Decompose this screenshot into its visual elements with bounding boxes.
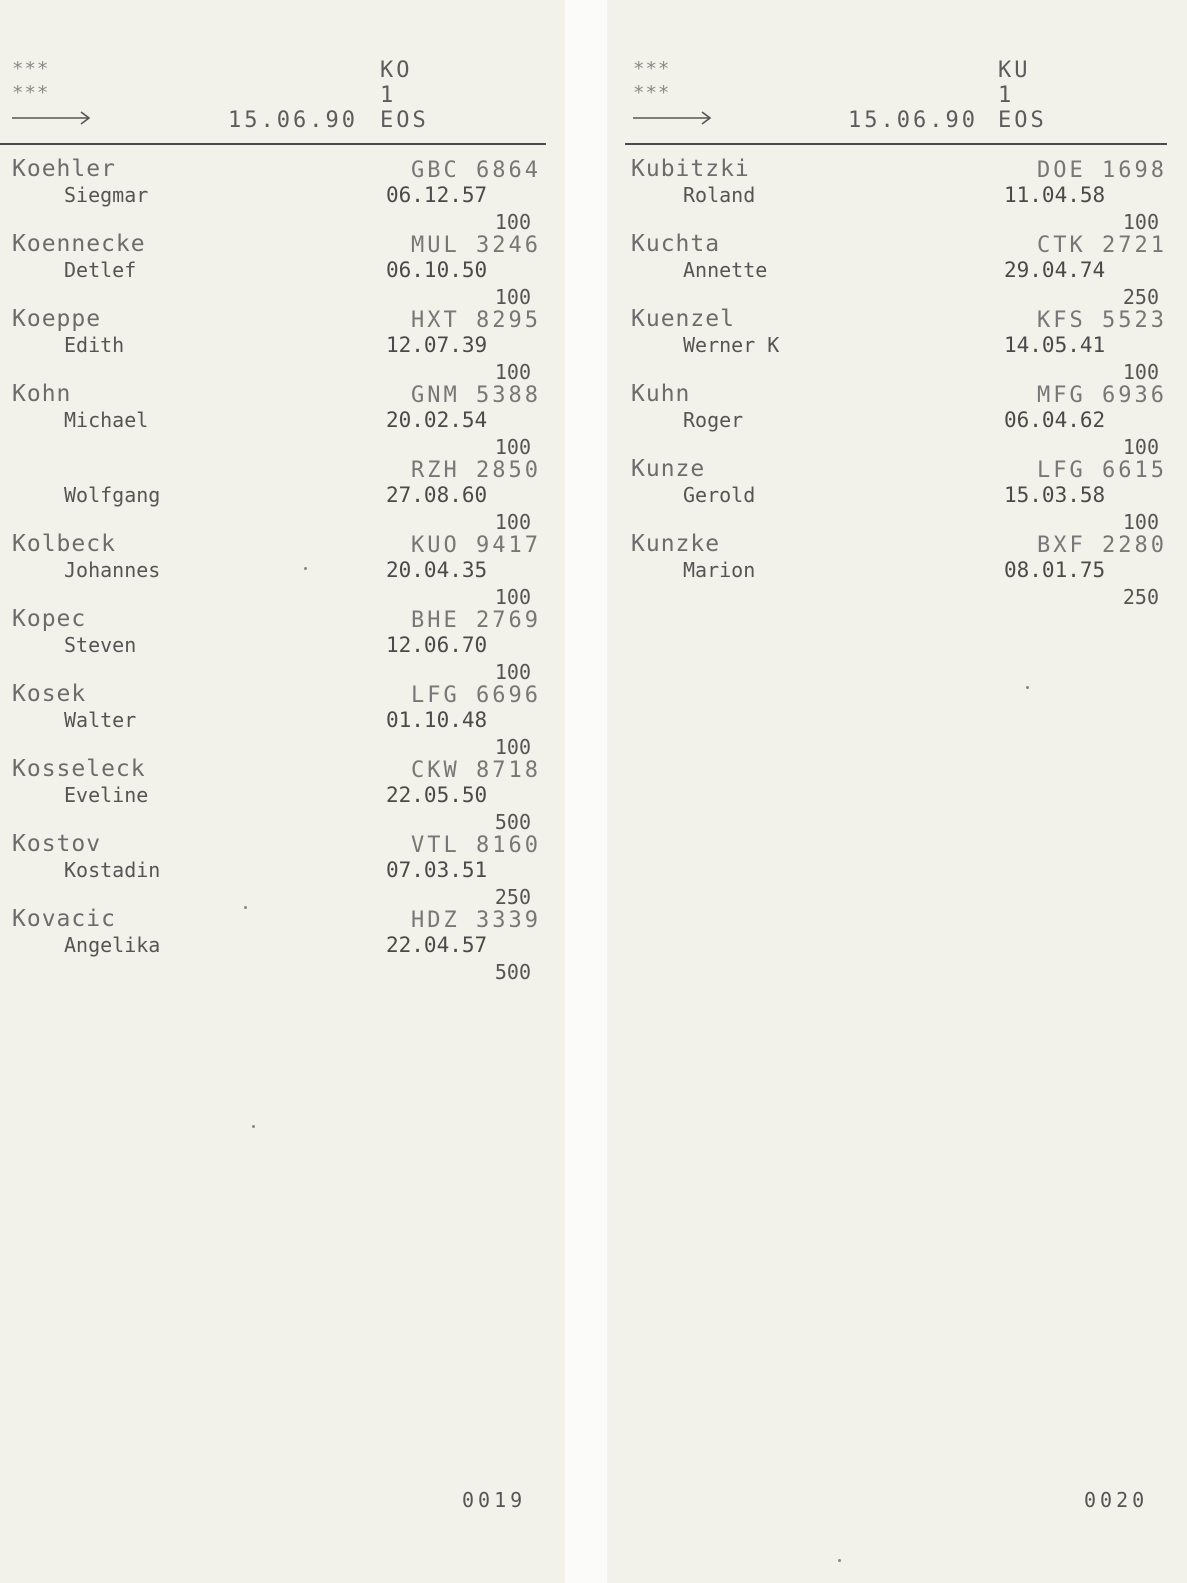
entry-firstname: Wolfgang xyxy=(64,483,161,507)
entry-dob: 29.04.74 xyxy=(1004,258,1106,282)
entry-firstname: Eveline xyxy=(64,783,149,807)
printout-sheet-right xyxy=(607,0,1187,1583)
header-rule xyxy=(625,143,1167,145)
entry-plate: GNM 5388 xyxy=(411,383,541,408)
entry-dob: 06.04.62 xyxy=(1004,408,1106,432)
header-stars-2: *** xyxy=(633,82,671,104)
entry-firstname: Gerold xyxy=(683,483,756,507)
entry-dob: 12.06.70 xyxy=(386,633,488,657)
entry-firstname: Angelika xyxy=(64,933,161,957)
header-stars-1: *** xyxy=(12,58,50,80)
entry-amount: 100 xyxy=(494,510,531,534)
entry-plate: MFG 6936 xyxy=(1037,383,1167,408)
paper-speck xyxy=(838,1559,841,1562)
header-rule xyxy=(0,143,546,145)
entry-plate: KUO 9417 xyxy=(411,533,541,558)
entry-firstname: Siegmar xyxy=(64,183,149,207)
entry-surname: Kostov xyxy=(12,831,102,857)
entry-surname: Koennecke xyxy=(12,231,146,257)
arrow-icon xyxy=(12,108,90,128)
entry-surname: Kuchta xyxy=(631,231,721,257)
page-number: 0019 xyxy=(462,1488,527,1512)
header-code-number: 1 xyxy=(380,83,397,108)
sheet-gap xyxy=(565,0,607,1583)
entry-firstname: Werner K xyxy=(683,333,780,357)
entry-plate: KFS 5523 xyxy=(1037,308,1167,333)
entry-amount: 100 xyxy=(494,360,531,384)
entry-firstname: Michael xyxy=(64,408,149,432)
entry-firstname: Annette xyxy=(683,258,768,282)
entry-amount: 100 xyxy=(494,435,531,459)
entry-surname: Kosek xyxy=(12,681,87,707)
entry-plate: VTL 8160 xyxy=(411,833,541,858)
entry-amount: 500 xyxy=(494,960,531,984)
entry-firstname: Roger xyxy=(683,408,744,432)
entry-amount: 100 xyxy=(1122,510,1159,534)
entry-plate: HXT 8295 xyxy=(411,308,541,333)
entry-dob: 15.03.58 xyxy=(1004,483,1106,507)
entry-dob: 07.03.51 xyxy=(386,858,488,882)
entry-plate: MUL 3246 xyxy=(411,233,541,258)
entry-plate: BXF 2280 xyxy=(1037,533,1167,558)
entry-amount: 100 xyxy=(494,735,531,759)
header-stars-1: *** xyxy=(633,58,671,80)
entry-surname: Koeppe xyxy=(12,306,102,332)
paper-speck xyxy=(1026,686,1029,689)
entry-plate: CKW 8718 xyxy=(411,758,541,783)
header-code-letters: KU xyxy=(998,58,1031,83)
entry-surname: Koehler xyxy=(12,156,116,182)
page-number: 0020 xyxy=(1084,1488,1149,1512)
header-date: 15.06.90 xyxy=(848,108,978,133)
entry-plate: LFG 6696 xyxy=(411,683,541,708)
entry-plate: CTK 2721 xyxy=(1037,233,1167,258)
paper-speck xyxy=(304,567,307,570)
entry-dob: 06.10.50 xyxy=(386,258,488,282)
entry-plate: RZH 2850 xyxy=(411,458,541,483)
header-code-letters: KO xyxy=(380,58,413,83)
entry-firstname: Detlef xyxy=(64,258,137,282)
entry-surname: Kosseleck xyxy=(12,756,146,782)
entry-surname: Kohn xyxy=(12,381,72,407)
entry-firstname: Edith xyxy=(64,333,125,357)
entry-amount: 250 xyxy=(1122,285,1159,309)
entry-amount: 100 xyxy=(494,585,531,609)
entry-dob: 06.12.57 xyxy=(386,183,488,207)
entry-surname: Kubitzki xyxy=(631,156,750,182)
entry-firstname: Kostadin xyxy=(64,858,161,882)
arrow-icon xyxy=(633,108,711,128)
entry-dob: 01.10.48 xyxy=(386,708,488,732)
paper-speck xyxy=(244,906,247,909)
entry-firstname: Walter xyxy=(64,708,137,732)
entry-surname: Kopec xyxy=(12,606,87,632)
header-code-suffix: EOS xyxy=(380,108,429,133)
entry-firstname: Johannes xyxy=(64,558,161,582)
entry-dob: 11.04.58 xyxy=(1004,183,1106,207)
entry-amount: 100 xyxy=(1122,435,1159,459)
entry-plate: BHE 2769 xyxy=(411,608,541,633)
entry-amount: 500 xyxy=(494,810,531,834)
header-code-number: 1 xyxy=(998,83,1015,108)
entry-dob: 20.02.54 xyxy=(386,408,488,432)
entry-amount: 100 xyxy=(494,285,531,309)
entry-plate: DOE 1698 xyxy=(1037,158,1167,183)
entry-amount: 100 xyxy=(1122,210,1159,234)
entry-dob: 27.08.60 xyxy=(386,483,488,507)
printout-sheet-left xyxy=(0,0,565,1583)
entry-firstname: Roland xyxy=(683,183,756,207)
entry-plate: GBC 6864 xyxy=(411,158,541,183)
entry-amount: 100 xyxy=(494,660,531,684)
entry-surname: Kuhn xyxy=(631,381,691,407)
entry-dob: 14.05.41 xyxy=(1004,333,1106,357)
header-date: 15.06.90 xyxy=(228,108,358,133)
entry-surname: Kuenzel xyxy=(631,306,735,332)
entry-dob: 12.07.39 xyxy=(386,333,488,357)
entry-dob: 22.05.50 xyxy=(386,783,488,807)
entry-surname: Kovacic xyxy=(12,906,116,932)
entry-plate: HDZ 3339 xyxy=(411,908,541,933)
entry-surname: Kolbeck xyxy=(12,531,116,557)
entry-amount: 100 xyxy=(494,210,531,234)
entry-dob: 22.04.57 xyxy=(386,933,488,957)
entry-amount: 250 xyxy=(494,885,531,909)
header-stars-2: *** xyxy=(12,82,50,104)
entry-firstname: Steven xyxy=(64,633,137,657)
entry-amount: 250 xyxy=(1122,585,1159,609)
paper-speck xyxy=(252,1125,255,1128)
entry-amount: 100 xyxy=(1122,360,1159,384)
entry-dob: 08.01.75 xyxy=(1004,558,1106,582)
entry-plate: LFG 6615 xyxy=(1037,458,1167,483)
entry-surname: Kunzke xyxy=(631,531,721,557)
entry-firstname: Marion xyxy=(683,558,756,582)
entry-dob: 20.04.35 xyxy=(386,558,488,582)
entry-surname: Kunze xyxy=(631,456,706,482)
header-code-suffix: EOS xyxy=(998,108,1047,133)
